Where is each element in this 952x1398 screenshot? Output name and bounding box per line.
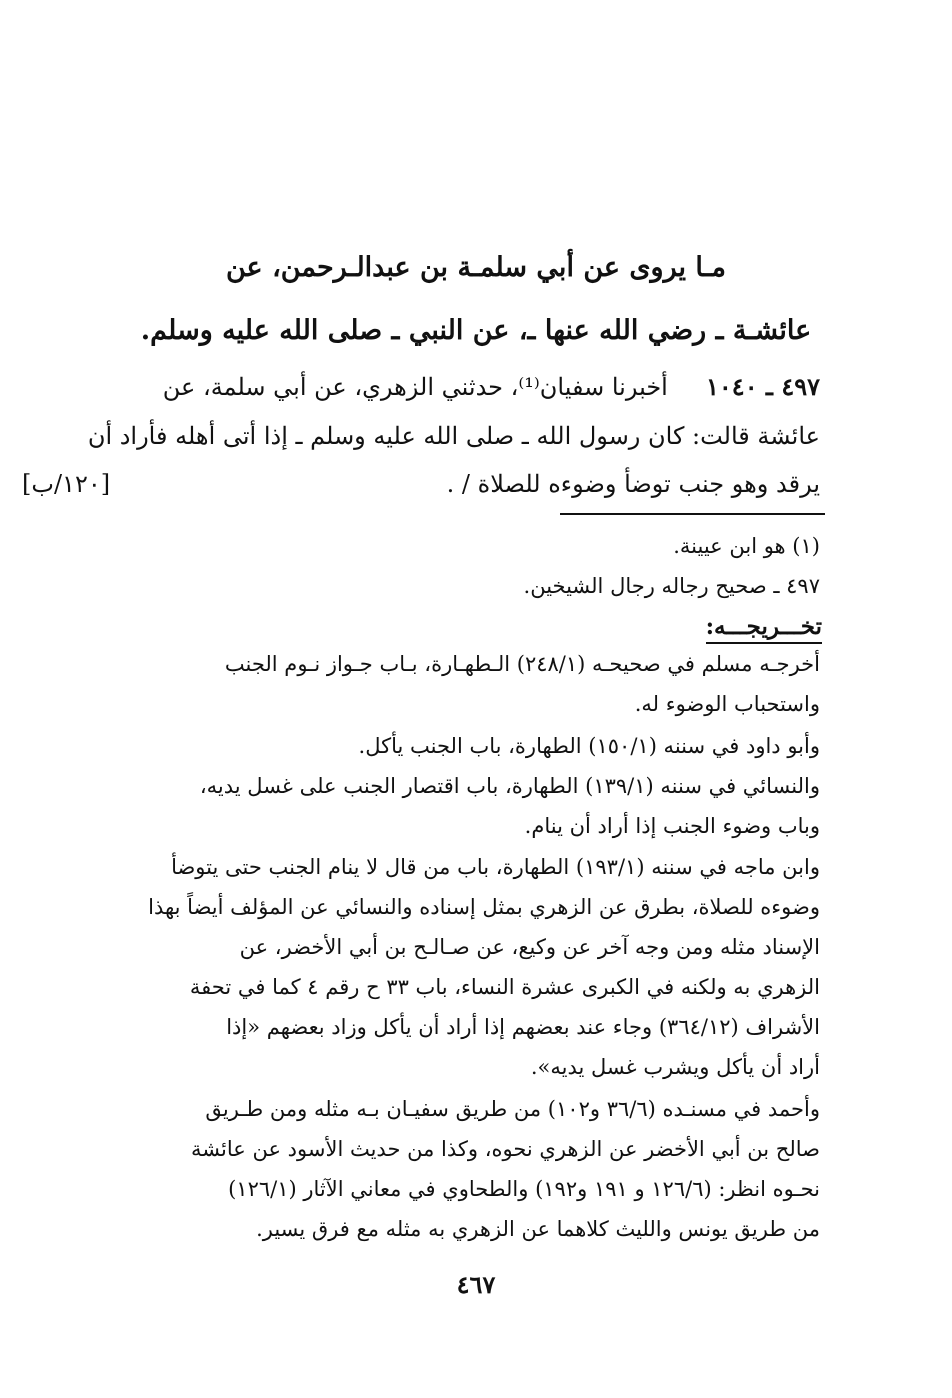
footnote-separator xyxy=(560,513,825,515)
takhrij-line: نحـوه انظر: (١٢٦/٦ و ١٩١ و١٩٢) والطحاوي في معاني الآثار (١٢٦/١) xyxy=(228,1177,820,1201)
hadith-line-3: يرقد وهو جنب توضأ وضوءه للصلاة / . xyxy=(446,470,820,498)
takhrij-line: واستحباب الوضوء له. xyxy=(634,692,820,716)
takhrij-line: وأحمد في مسنـده (٣٦/٦ و١٠٢) من طريق سفيـان بـه مثله ومن طـريق xyxy=(205,1097,820,1121)
takhrij-line: والنسائي في سننه (١٣٩/١) الطهارة، باب اقتصار الجنب على غسل يديه، xyxy=(199,774,820,798)
chapter-heading-line-2: عائشـة ـ رضي الله عنها ـ، عن النبي ـ صلى الله عليه وسلم. xyxy=(140,315,812,346)
hadith-line-1 xyxy=(163,372,820,401)
takhrij-line: صالح بن أبي الأخضر عن الزهري نحوه، وكذا من حديث الأسود عن عائشة xyxy=(191,1137,820,1161)
takhrij-line: أخرجـه مسلم في صحيحـه (٢٤٨/١) الـطهـارة، بـاب جـواز نـوم الجنب xyxy=(224,652,820,676)
takhrij-line: الإسناد مثله ومن وجه آخر عن وكيع، عن صـالـح بن أبي الأخضر، عن xyxy=(239,935,820,959)
hadith-text-1: أخبرنا سفيان⁽¹⁾، حدثني الزهري، عن أبي سلمة، عن xyxy=(162,373,668,401)
footnote-497: ٤٩٧ ـ صحيح رجاله رجال الشيخين. xyxy=(523,574,820,598)
takhrij-line: أراد أن يأكل ويشرب غسل يديه». xyxy=(530,1055,820,1079)
footnote-1: (١) هو ابن عيينة. xyxy=(673,534,820,558)
hadith-line-2: عائشة قالت: كان رسول الله ـ صلى الله عليه وسلم ـ إذا أتى أهله فأراد أن xyxy=(87,422,820,450)
chapter-heading-line-1: مـا يروى عن أبي سلمـة بن عبدالـرحمن، عن xyxy=(226,252,726,283)
takhrij-line: الأشراف (٣٦٤/١٢) وجاء عند بعضهم إذا أراد أن يأكل وزاد بعضهم «إذا xyxy=(226,1015,820,1039)
hadith-number: ٤٩٧ ـ ١٠٤٠ xyxy=(706,372,820,401)
takhrij-line: وباب وضوء الجنب إذا أراد أن ينام. xyxy=(524,814,820,838)
takhrij-line: وأبو داود في سننه (١٥٠/١) الطهارة، باب الجنب يأكل. xyxy=(358,734,820,758)
folio-marker: [١٢٠/ب] xyxy=(22,470,111,498)
takhrij-line: الزهري به ولكنه في الكبرى عشرة النساء، باب ٣٣ ح رقم ٤ كما في تحفة xyxy=(189,975,820,999)
takhrij-line: وابن ماجه في سننه (١٩٣/١) الطهارة، باب من قال لا ينام الجنب حتى يتوضأ xyxy=(171,855,820,879)
page-number: ٤٦٧ xyxy=(456,1270,496,1299)
takhrij-line: وضوءه للصلاة، بطرق عن الزهري بمثل إسناده والنسائي عن المؤلف أيضاً بهذا xyxy=(148,895,820,919)
takhrij-heading: تخـــريجـــه: xyxy=(706,613,822,640)
takhrij-line: من طريق يونس والليث كلاهما عن الزهري به مثله مع فرق يسير. xyxy=(256,1217,820,1241)
